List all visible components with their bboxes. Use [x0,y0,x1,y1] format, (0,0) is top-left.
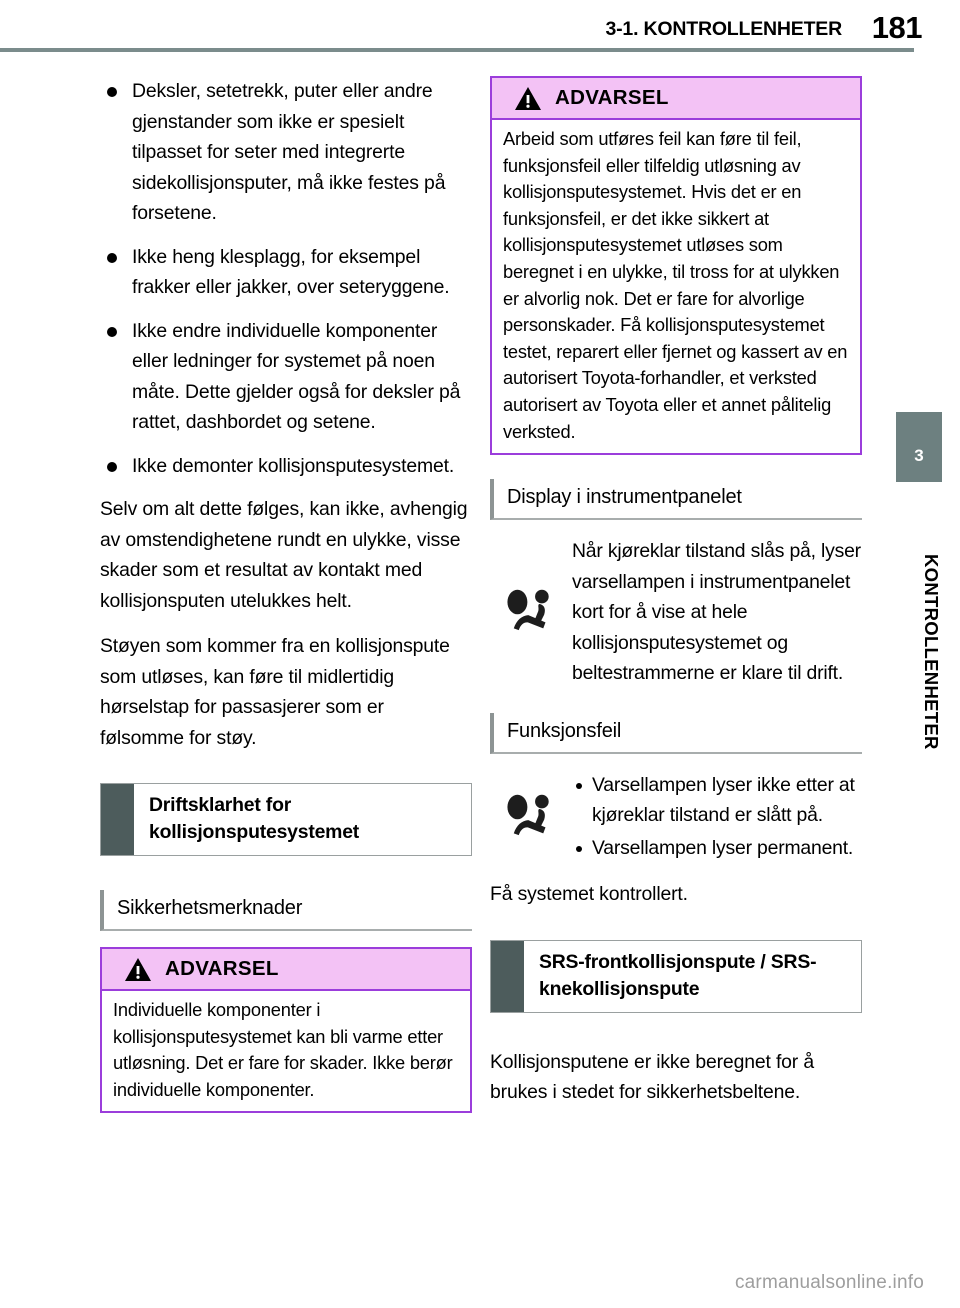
icon-cell [490,788,572,846]
chapter-tab [896,412,942,482]
page-header [0,10,960,46]
malfunction-bullet-list [572,770,862,866]
icon-cell [490,583,572,641]
display-info-text: Når kjøreklar tilstand slås på, lyser varsellampen i instrumentpanelet kort for å vise at hele kollisjonsputesystemet og beltestrammerne er klare til drift. [572,540,861,685]
malfunction-footer-text: Få systemet kontrollert. [490,883,688,906]
section-header-srs [490,940,862,1013]
section-header-title: Driftsklarhet for kollisjonsputesystemet [149,794,360,843]
section-header-driftsklarhet [100,783,472,856]
list-item: Deksler, setetrekk, puter eller andre gjenstander som ikke er spesielt tilpasset for seter med integrerte sidekollisjonsputer, må ikke festes på forsetene. [100,76,472,229]
warning-box-right [490,76,862,455]
warning-body: Arbeid som utføres feil kan føre til feil, funksjonsfeil eller tilfeldig utløsning av kollisjonsputesystemet. Hvis det er en funksjonsfeil, er det ikke sikkert at kollisjonsputesystemet utløses som beregnet i en ulykke, til tross for at ulykken er alvorlig nok. Det er fare for alvorlige personskader. Få kollisjonsputesystemet testet, reparert eller fjernet og kassert av en autorisert Toyota-forhandler, et verksted autorisert av Toyota eller et annet pålitelig verksted. [503,128,848,442]
subsection-header-sikkerhetsmerknader [100,890,472,931]
warning-triangle-icon [514,86,542,111]
warning-box-left [100,947,472,1113]
srs-body-paragraph: Kollisjonsputene er ikke beregnet for å brukes i stedet for sikkerhetsbeltene. [490,1050,814,1104]
subsection-header-title: Funksjonsfeil [507,719,622,742]
warning-header [102,949,470,991]
list-item: Varsellampen lyser ikke etter at kjøreklar tilstand er slått på. [572,770,862,831]
warning-header [492,78,860,120]
body-paragraph: Selv om alt dette følges, kan ikke, avhengig av omstendighetene rundt en ulykke, visse skader som et resultat av kontakt med kollisjonsputen utelukkes helt. [100,498,468,612]
right-column [490,76,862,1123]
warning-body: Individuelle komponenter i kollisjonsputesystemet kan bli varme etter utløsning. Det er fare for skader. Ikke berør individuelle komponenter. [113,999,453,1100]
list-item: Ikke demonter kollisjonsputesystemet. [100,451,472,482]
display-info-row [490,536,862,689]
body-paragraph: Støyen som kommer fra en kollisjonspute som utløses, kan føre til midlertidig hørselstap for passasjerer som er følsomme for støy. [100,635,450,749]
chapter-tab-number: 3 [914,446,924,465]
subsection-header-title: Sikkerhetsmerknader [117,897,303,919]
watermark: carmanualsonline.info [734,1272,924,1293]
subsection-header-funksjonsfeil [490,713,862,754]
breadcrumb-chapter: 3-1. KONTROLLENHETER [605,18,842,40]
subsection-header-display [490,479,862,520]
subsection-header-title: Display i instrumentpanelet [507,486,742,509]
warning-title: ADVARSEL [165,957,279,980]
warning-title: ADVARSEL [555,86,669,109]
malfunction-info-row [490,770,862,866]
page-number: 181 [871,10,922,45]
warning-triangle-icon [124,957,152,982]
srs-airbag-warning-icon [502,583,560,641]
section-header-title: SRS-frontkollisjonspute / SRS-knekollisjonspute [539,950,817,1000]
left-column [100,76,472,1131]
list-item: Varsellampen lyser permanent. [572,833,862,864]
chapter-tab-label: KONTROLLENHETER [921,554,942,750]
header-divider [0,48,914,52]
list-item: Ikke endre individuelle komponenter eller ledninger for systemet på noen måte. Dette gjelder også for deksler på rattet, dashbordet og setene. [100,316,472,438]
list-item: Ikke heng klesplagg, for eksempel frakker eller jakker, over seteryggene. [100,242,472,303]
srs-airbag-warning-icon [502,788,560,846]
